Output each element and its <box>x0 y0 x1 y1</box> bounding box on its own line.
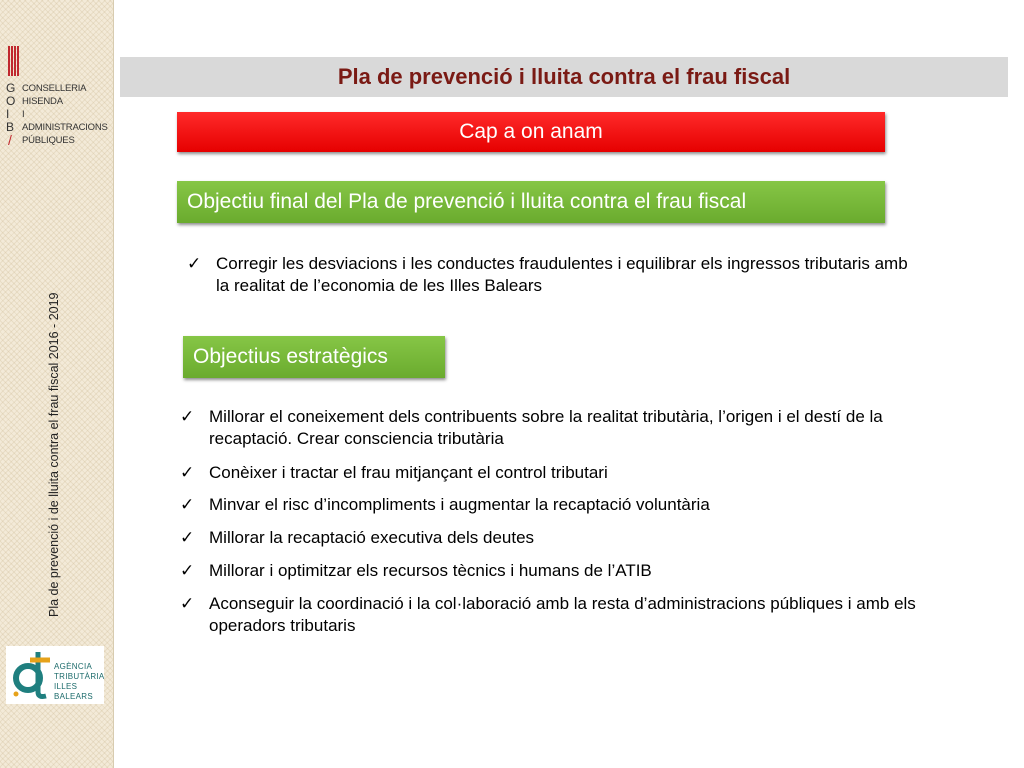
list-item <box>180 494 970 516</box>
title-bar <box>120 57 1008 97</box>
sidebar <box>0 0 114 768</box>
objective-heading: Objectiu final del Pla de prevenció i lluita contra el frau fiscal <box>177 181 885 223</box>
list-item <box>180 462 970 484</box>
check-icon: ✓ <box>180 407 195 426</box>
list-item-text: Millorar el coneixement dels contribuents sobre la realitat tributària, l’origen i el destí de la recaptació. Crear consciencia tributària <box>209 407 883 448</box>
check-icon: ✓ <box>180 495 195 514</box>
list-item-text: Corregir les desviacions i les conductes fraudulentes i equilibrar els ingressos tributaris amb la realitat de l’economia de les Illes Balears <box>216 254 908 295</box>
list-item <box>180 560 970 582</box>
goib-flag-icon <box>8 46 20 76</box>
atib-name: AGÈNCIA TRIBUTÀRIA ILLES BALEARS <box>54 662 105 701</box>
check-icon: ✓ <box>180 528 195 547</box>
list-item-text: Millorar i optimitzar els recursos tècnics i humans de l’ATIB <box>209 561 652 580</box>
list-item <box>180 527 970 549</box>
atib-logo-icon <box>8 648 56 700</box>
check-icon: ✓ <box>180 594 195 613</box>
list-item-text: Minvar el risc d’incompliments i augmentar la recaptació voluntària <box>209 495 710 514</box>
check-icon: ✓ <box>180 561 195 580</box>
list-item <box>187 253 917 297</box>
list-item <box>180 406 970 450</box>
goib-logo <box>6 46 112 156</box>
page-title: Pla de prevenció i lluita contra el frau fiscal <box>337 64 791 89</box>
list-item-text: Aconseguir la coordinació i la col·laboració amb la resta d’administracions públiques i amb els operadors tributaris <box>209 594 916 635</box>
check-icon: ✓ <box>187 254 202 273</box>
list-item-text: Conèixer i tractar el frau mitjançant el control tributari <box>209 463 608 482</box>
atib-logo <box>6 646 104 704</box>
goib-slash-icon: / <box>8 132 12 148</box>
check-icon: ✓ <box>180 463 195 482</box>
vertical-plan-title: Pla de prevenció i de lluita contra el frau fiscal 2016 - 2019 <box>47 292 61 617</box>
goib-letters: G O I B <box>6 81 17 134</box>
list-item <box>180 593 970 637</box>
strategic-heading: Objectius estratègics <box>183 336 445 378</box>
section-banner: Cap a on anam <box>177 112 885 152</box>
conselleria-name: CONSELLERIA HISENDA I ADMINISTRACIONS PÚBLIQUES <box>22 83 108 146</box>
list-item-text: Millorar la recaptació executiva dels deutes <box>209 528 535 547</box>
